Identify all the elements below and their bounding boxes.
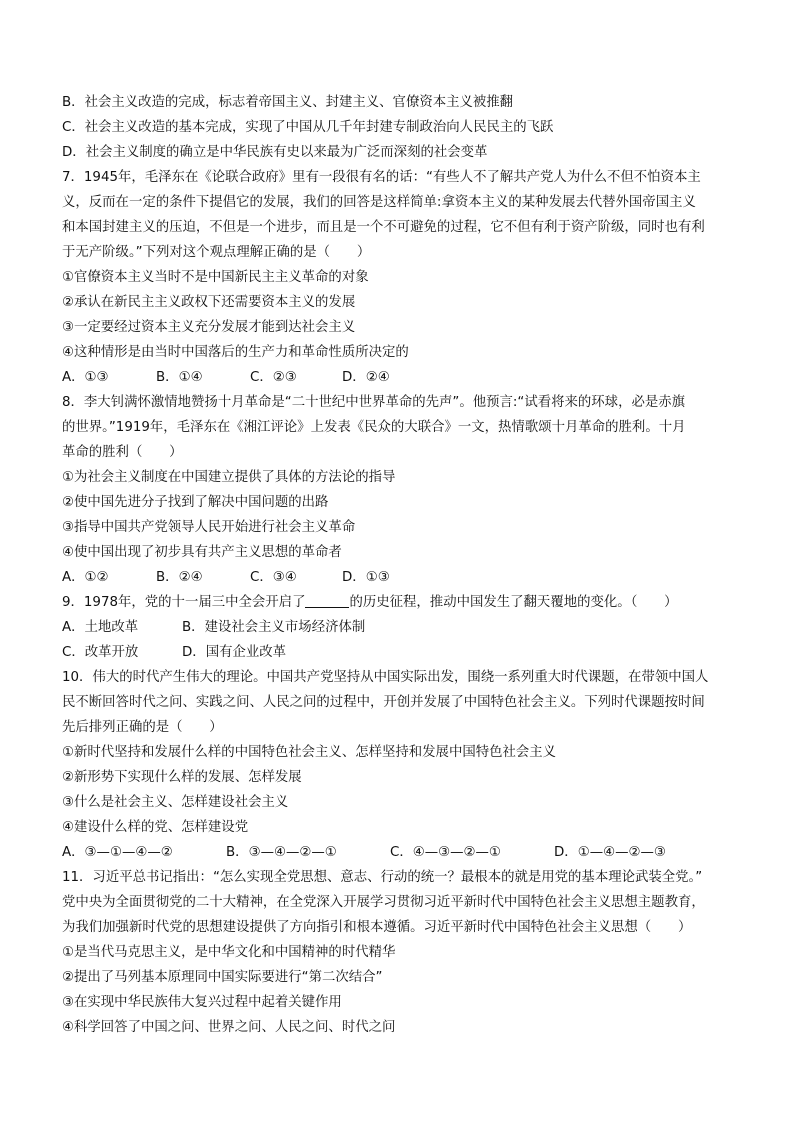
q11-stem-line-2: 党中央为全面贯彻党的二十大精神，在全党深入开展学习贯彻习近平新时代中国特色社会主义思想主题教育， — [62, 895, 705, 910]
q7-option-b[interactable]: B．①④ — [156, 370, 203, 385]
q7-stem-line-2: 义，反而在一定的条件下提倡它的发展，我们的回答是这样简单:拿资本主义的某种发展去代替外国帝国主义 — [62, 195, 696, 210]
q6-option-d: D．社会主义制度的确立是中华民族有史以来最为广泛而深刻的社会变革 — [62, 145, 488, 160]
q10-stem-line-3: 先后排列正确的是（ ） — [62, 720, 223, 735]
q11-stem-line-3: 为我们加强新时代党的思想建设提供了方向指引和根本遵循。习近平新时代中国特色社会主义思想（ ） — [62, 920, 692, 935]
q9-stem — [62, 590, 738, 615]
q7-item-4: ④这种情形是由当时中国落后的生产力和革命性质所决定的 — [62, 345, 409, 360]
q8-option-c[interactable]: C．③④ — [250, 570, 297, 585]
q7-item-3: ③一定要经过资本主义充分发展才能到达社会主义 — [62, 320, 356, 335]
q7-stem-line-4: 于无产阶级。”下列对这个观点理解正确的是（ ） — [62, 245, 371, 260]
q10-stem-line-2: 民不断回答时代之问、实践之问、人民之问的过程中，开创并发展了中国特色社会主义。下列时代课题按时间 — [62, 695, 705, 710]
q10-option-a[interactable]: A．③—①—④—② — [62, 845, 173, 860]
q8-stem-line-1: 8．李大钊满怀激情地赞扬十月革命是“二十世纪中世界革命的先声”。他预言:“试看将来的环球，必是赤旗 — [62, 395, 686, 410]
q10-option-b[interactable]: B．③—④—②—① — [226, 845, 337, 860]
q9-option-c[interactable]: C．改革开放 — [62, 645, 139, 660]
q7-option-c[interactable]: C．②③ — [250, 370, 297, 385]
q8-stem-line-2: 的世界。”1919年，毛泽东在《湘江评论》上发表《民众的大联合》一文，热情歌颂十月革命的胜利。十月 — [62, 420, 686, 435]
q11-item-2: ②提出了马列基本原理同中国实际要进行“第二次结合” — [62, 970, 383, 985]
q7-item-1: ①官僚资本主义当时不是中国新民主主义革命的对象 — [62, 270, 369, 285]
q11-stem-line-1: 11．习近平总书记指出：“怎么实现全党思想、意志、行动的统一？最根本的就是用党的基本理论武装全党。” — [62, 870, 703, 885]
q10-options — [62, 840, 738, 865]
q8-item-3: ③指导中国共产党领导人民开始进行社会主义革命 — [62, 520, 356, 535]
q8-options — [62, 565, 738, 590]
q9-options-row-2 — [62, 640, 738, 665]
q8-option-d[interactable]: D．①③ — [342, 570, 390, 585]
q8-stem-line-3: 革命的胜利（ ） — [62, 445, 183, 460]
q10-item-3: ③什么是社会主义、怎样建设社会主义 — [62, 795, 289, 810]
q8-option-a[interactable]: A．①② — [62, 570, 109, 585]
q7-option-a[interactable]: A．①③ — [62, 370, 109, 385]
q11-item-4: ④科学回答了中国之问、世界之问、人民之问、时代之问 — [62, 1020, 396, 1035]
q9-option-d[interactable]: D．国有企业改革 — [182, 645, 287, 660]
q7-option-d[interactable]: D．②④ — [342, 370, 390, 385]
q9-stem-end: 的历史征程，推动中国发生了翻天覆地的变化。（ ） — [349, 595, 678, 610]
q6-option-b: B．社会主义改造的完成，标志着帝国主义、封建主义、官僚资本主义被推翻 — [62, 95, 514, 110]
q7-item-2: ②承认在新民主主义政权下还需要资本主义的发展 — [62, 295, 356, 310]
q10-option-c[interactable]: C．④—③—②—① — [390, 845, 501, 860]
q9-option-b[interactable]: B．建设社会主义市场经济体制 — [182, 620, 366, 635]
q7-options — [62, 365, 738, 390]
q8-item-4: ④使中国出现了初步具有共产主义思想的革命者 — [62, 545, 342, 560]
q9-fill-blank[interactable] — [305, 591, 349, 608]
q9-stem-start: 9．1978年，党的十一届三中全会开启了 — [62, 595, 306, 610]
q9-option-a[interactable]: A．土地改革 — [62, 620, 139, 635]
q10-option-d[interactable]: D．①—④—②—③ — [554, 845, 666, 860]
q11-item-1: ①是当代马克思主义，是中华文化和中国精神的时代精华 — [62, 945, 396, 960]
q10-item-4: ④建设什么样的党、怎样建设党 — [62, 820, 249, 835]
q10-item-2: ②新形势下实现什么样的发展、怎样发展 — [62, 770, 302, 785]
q7-stem-line-3: 和本国封建主义的压迫，不但是一个进步，而且是一个不可避免的过程，它不但有利于资产阶级，同时也有利 — [62, 220, 705, 235]
q10-stem-line-1: 10．伟大的时代产生伟大的理论。中国共产党坚持从中国实际出发，围绕一系列重大时代课题，在带领中国人 — [62, 670, 709, 685]
q9-options-row-1 — [62, 615, 738, 640]
q11-item-3: ③在实现中华民族伟大复兴过程中起着关键作用 — [62, 995, 342, 1010]
q8-item-1: ①为社会主义制度在中国建立提供了具体的方法论的指导 — [62, 470, 396, 485]
q6-option-c: C．社会主义改造的基本完成，实现了中国从几千年封建专制政治向人民民主的飞跃 — [62, 120, 554, 135]
q7-stem-line-1: 7．1945年，毛泽东在《论联合政府》里有一段很有名的话：“有些人不了解共产党人为什么不但不怕资本主 — [62, 170, 701, 185]
q8-option-b[interactable]: B．②④ — [156, 570, 203, 585]
q10-item-1: ①新时代坚持和发展什么样的中国特色社会主义、怎样坚持和发展中国特色社会主义 — [62, 745, 557, 760]
exam-page — [62, 90, 738, 1040]
q8-item-2: ②使中国先进分子找到了解决中国问题的出路 — [62, 495, 329, 510]
